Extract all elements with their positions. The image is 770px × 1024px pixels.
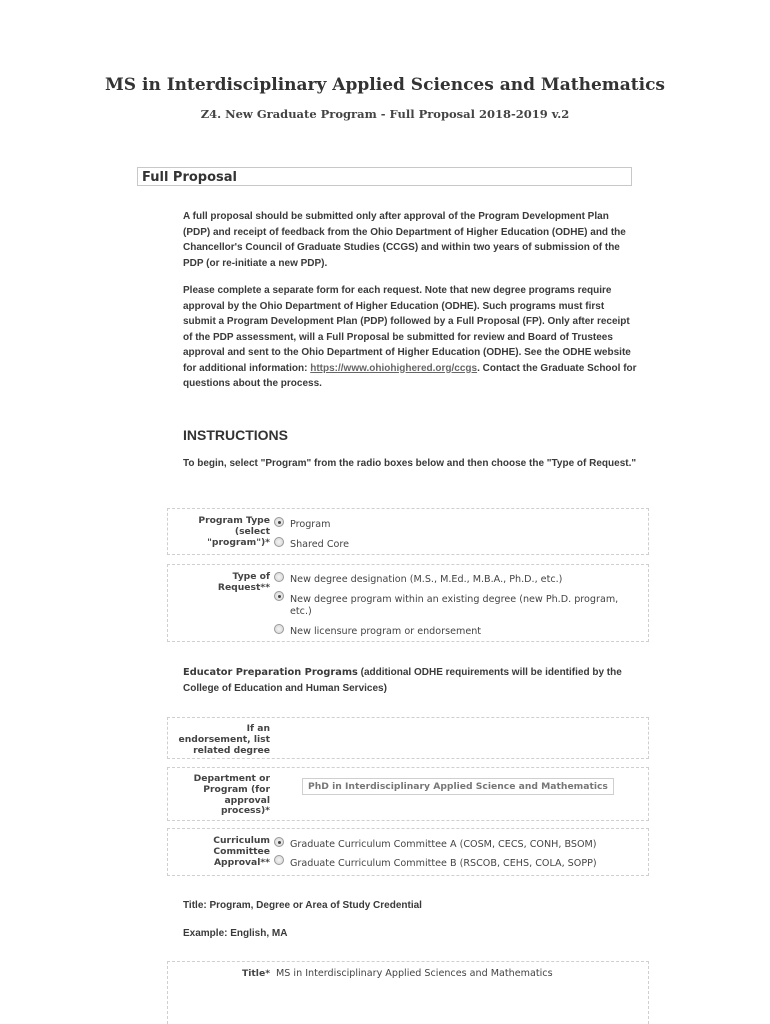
request-type-field [167,564,649,642]
program-type-field [167,508,649,555]
section-header-full-proposal: Full Proposal [137,167,632,186]
curriculum-approval-field [167,828,649,876]
curriculum-label-line: Curriculum [213,835,270,846]
title-field-value[interactable]: MS in Interdisciplinary Applied Sciences and Mathematics [276,968,553,979]
program-type-option-program: Program [290,519,331,530]
department-label-line: approval [224,794,270,806]
request-type-option-new-program-cont: etc.) [290,606,312,617]
request-type-option-degree-designation: New degree designation (M.S., M.Ed., M.B.A., Ph.D., etc.) [290,574,563,585]
educator-prep-title: Educator Preparation Programs [183,667,358,678]
request-type-radio-licensure[interactable] [274,624,284,634]
educator-prep-note [183,665,638,696]
department-label-line: process)* [220,805,270,817]
endorsement-label-line: endorsement, list [178,733,270,745]
title-example: Example: English, MA [183,928,288,939]
odhe-website-link[interactable]: https://www.ohiohighered.org/ccgs [310,362,478,374]
endorsement-label [168,724,270,756]
title-section-heading [183,898,638,914]
intro-paragraph-2-text: Please complete a separate form for each request. Note that new degree programs require approval by the Ohio Department of Higher Education (ODHE). Such programs must first submit a Program Development Plan (PDP) followed by a Full Proposal (FP). Only after receipt of the PDP assessment, will a Full Proposal be submitted for review and Board of Trustees approval and sent to the Ohio Department of Higher Education (ODHE). See the ODHE website for additional information: [183,285,631,374]
endorsement-label-line: related degree [193,744,270,756]
request-type-label-line: Type of [232,571,270,582]
department-input[interactable]: PhD in Interdisciplinary Applied Science and Mathematics [302,778,614,795]
request-type-label-line: Request** [217,581,270,593]
department-label-line: Department or [193,773,270,784]
title-field-label: Title* [242,968,270,979]
educator-prep-text-line2: College of Education and Human Services) [183,682,387,694]
program-type-label-line: (select [234,525,270,537]
intro-paragraph-1: A full proposal should be submitted only after approval of the Program Development Plan (PDP) and receipt of feedback from the Ohio Department of Higher Education (ODHE) and the Chancellor's Council of Graduate Studies (CCGS) and within two years of submission of the PDP (or re-initiate a new PDP). [183,211,626,269]
curriculum-option-committee-a: Graduate Curriculum Committee A (COSM, CECS, CONH, BSOM) [290,839,597,850]
title-section-label: Title: [183,900,207,911]
curriculum-radio-committee-b[interactable] [274,855,284,865]
curriculum-radio-committee-a[interactable] [274,837,284,847]
instructions-heading: INSTRUCTIONS [183,427,288,443]
request-type-radio-new-program[interactable] [274,591,284,601]
instructions-text: To begin, select "Program" from the radio boxes below and then choose the "Type of Request." [183,458,637,469]
intro-paragraph-2 [183,283,638,392]
request-type-radio-degree-designation[interactable] [274,572,284,582]
endorsement-field[interactable] [167,717,649,759]
program-type-option-shared-core: Shared Core [290,539,350,550]
educator-prep-text: (additional ODHE requirements will be identified by the [357,667,622,678]
program-type-label-line: "program")* [207,536,270,548]
department-label [168,774,270,817]
curriculum-option-committee-b: Graduate Curriculum Committee B (RSCOB, CEHS, COLA, SOPP) [290,858,597,869]
curriculum-label-line: Approval** [213,856,270,868]
curriculum-label-line: Committee [213,845,270,857]
document-subtitle: Z4. New Graduate Program - Full Proposal 2018-2019 v.2 [200,107,570,121]
program-type-label [168,516,270,548]
request-type-label [168,572,270,594]
request-type-option-new-program: New degree program within an existing degree (new Ph.D. program, [290,594,619,605]
curriculum-label [168,836,270,868]
title-section-text: Program, Degree or Area of Study Credential [206,900,422,911]
intro-paragraph-2-end: . Contact the Graduate School for questions about the process. [183,362,637,389]
endorsement-label-line: If an [246,723,270,734]
department-label-line: Program (for [203,783,270,795]
program-type-label-line: Program Type [198,515,270,526]
program-type-radio-program[interactable] [274,517,284,527]
request-type-option-licensure: New licensure program or endorsement [290,626,482,637]
program-type-radio-shared-core[interactable] [274,537,284,547]
title-field [167,961,649,1024]
document-title: MS in Interdisciplinary Applied Sciences and Mathematics [104,75,666,95]
department-field [167,767,649,821]
